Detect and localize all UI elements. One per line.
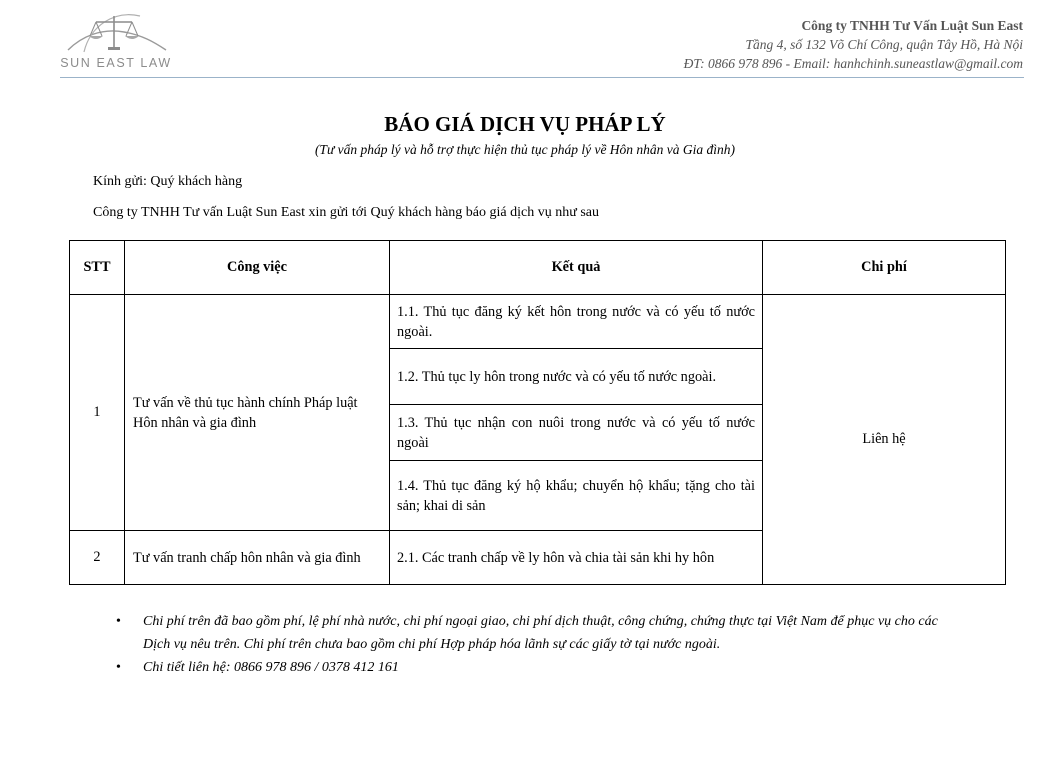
list-item [116, 656, 956, 679]
company-name: Công ty TNHH Tư Vấn Luật Sun East [801, 18, 1023, 33]
row-job: Tư vấn tranh chấp hôn nhân và gia đình [125, 531, 390, 585]
intro-text: Công ty TNHH Tư vấn Luật Sun East xin gửi tới Quý khách hàng báo giá dịch vụ như sau [93, 205, 599, 220]
row-stt: 1 [70, 295, 125, 531]
row-stt: 2 [70, 531, 125, 585]
list-item [116, 610, 956, 656]
note-text: Chi tiết liên hệ: 0866 978 896 / 0378 412 161 [143, 660, 399, 675]
quote-table [69, 240, 1006, 585]
table-row [70, 295, 1006, 349]
header-stt: STT [70, 241, 125, 295]
row-result: 2.1. Các tranh chấp về ly hôn và chia tài sản khi hy hôn [390, 531, 763, 585]
header-job: Công việc [125, 241, 390, 295]
header-fee: Chi phí [763, 241, 1006, 295]
fee-cell: Liên hệ [763, 295, 1006, 585]
bullet-icon: • [116, 614, 121, 629]
header-divider [60, 77, 1024, 78]
company-contact: ĐT: 0866 978 896 - Email: hanhchinh.suneastlaw@gmail.com [683, 56, 1023, 71]
table-header-row [70, 241, 1006, 295]
logo-text: SUN EAST LAW [60, 56, 172, 70]
header-result: Kết quả [390, 241, 763, 295]
row-result: 1.1. Thủ tục đăng ký kết hôn trong nước và có yếu tố nước ngoài. [390, 295, 763, 349]
document-subtitle: (Tư vấn pháp lý và hỗ trợ thực hiện thủ tục pháp lý về Hôn nhân và Gia đình) [314, 142, 736, 157]
bullet-icon: • [116, 660, 121, 675]
note-text: Chi phí trên đã bao gồm phí, lệ phí nhà nước, chi phí ngoại giao, chi phí dịch thuật, công chứng, chứng thực tại Việt Nam để phục vụ cho các Dịch vụ nêu trên. Chi phí trên chưa bao gồm chi phí Hợp pháp hóa lãnh sự các giấy tờ tại nước ngoài. [143, 614, 938, 652]
row-result: 1.3. Thủ tục nhận con nuôi trong nước và có yếu tố nước ngoài [390, 405, 763, 461]
company-logo [46, 6, 186, 72]
greeting: Kính gửi: Quý khách hàng [93, 174, 243, 189]
document-title: BÁO GIÁ DỊCH VỤ PHÁP LÝ [384, 112, 666, 136]
notes-list [116, 610, 956, 679]
row-result: 1.4. Thủ tục đăng ký hộ khẩu; chuyển hộ khẩu; tặng cho tài sản; khai di sản [390, 461, 763, 531]
company-address: Tầng 4, số 132 Võ Chí Công, quận Tây Hồ, Hà Nội [745, 37, 1023, 52]
row-job: Tư vấn về thủ tục hành chính Pháp luật Hôn nhân và gia đình [125, 295, 390, 531]
row-result: 1.2. Thủ tục ly hôn trong nước và có yếu tố nước ngoài. [390, 349, 763, 405]
company-info [684, 16, 1023, 73]
scales-of-justice-icon [62, 6, 172, 58]
